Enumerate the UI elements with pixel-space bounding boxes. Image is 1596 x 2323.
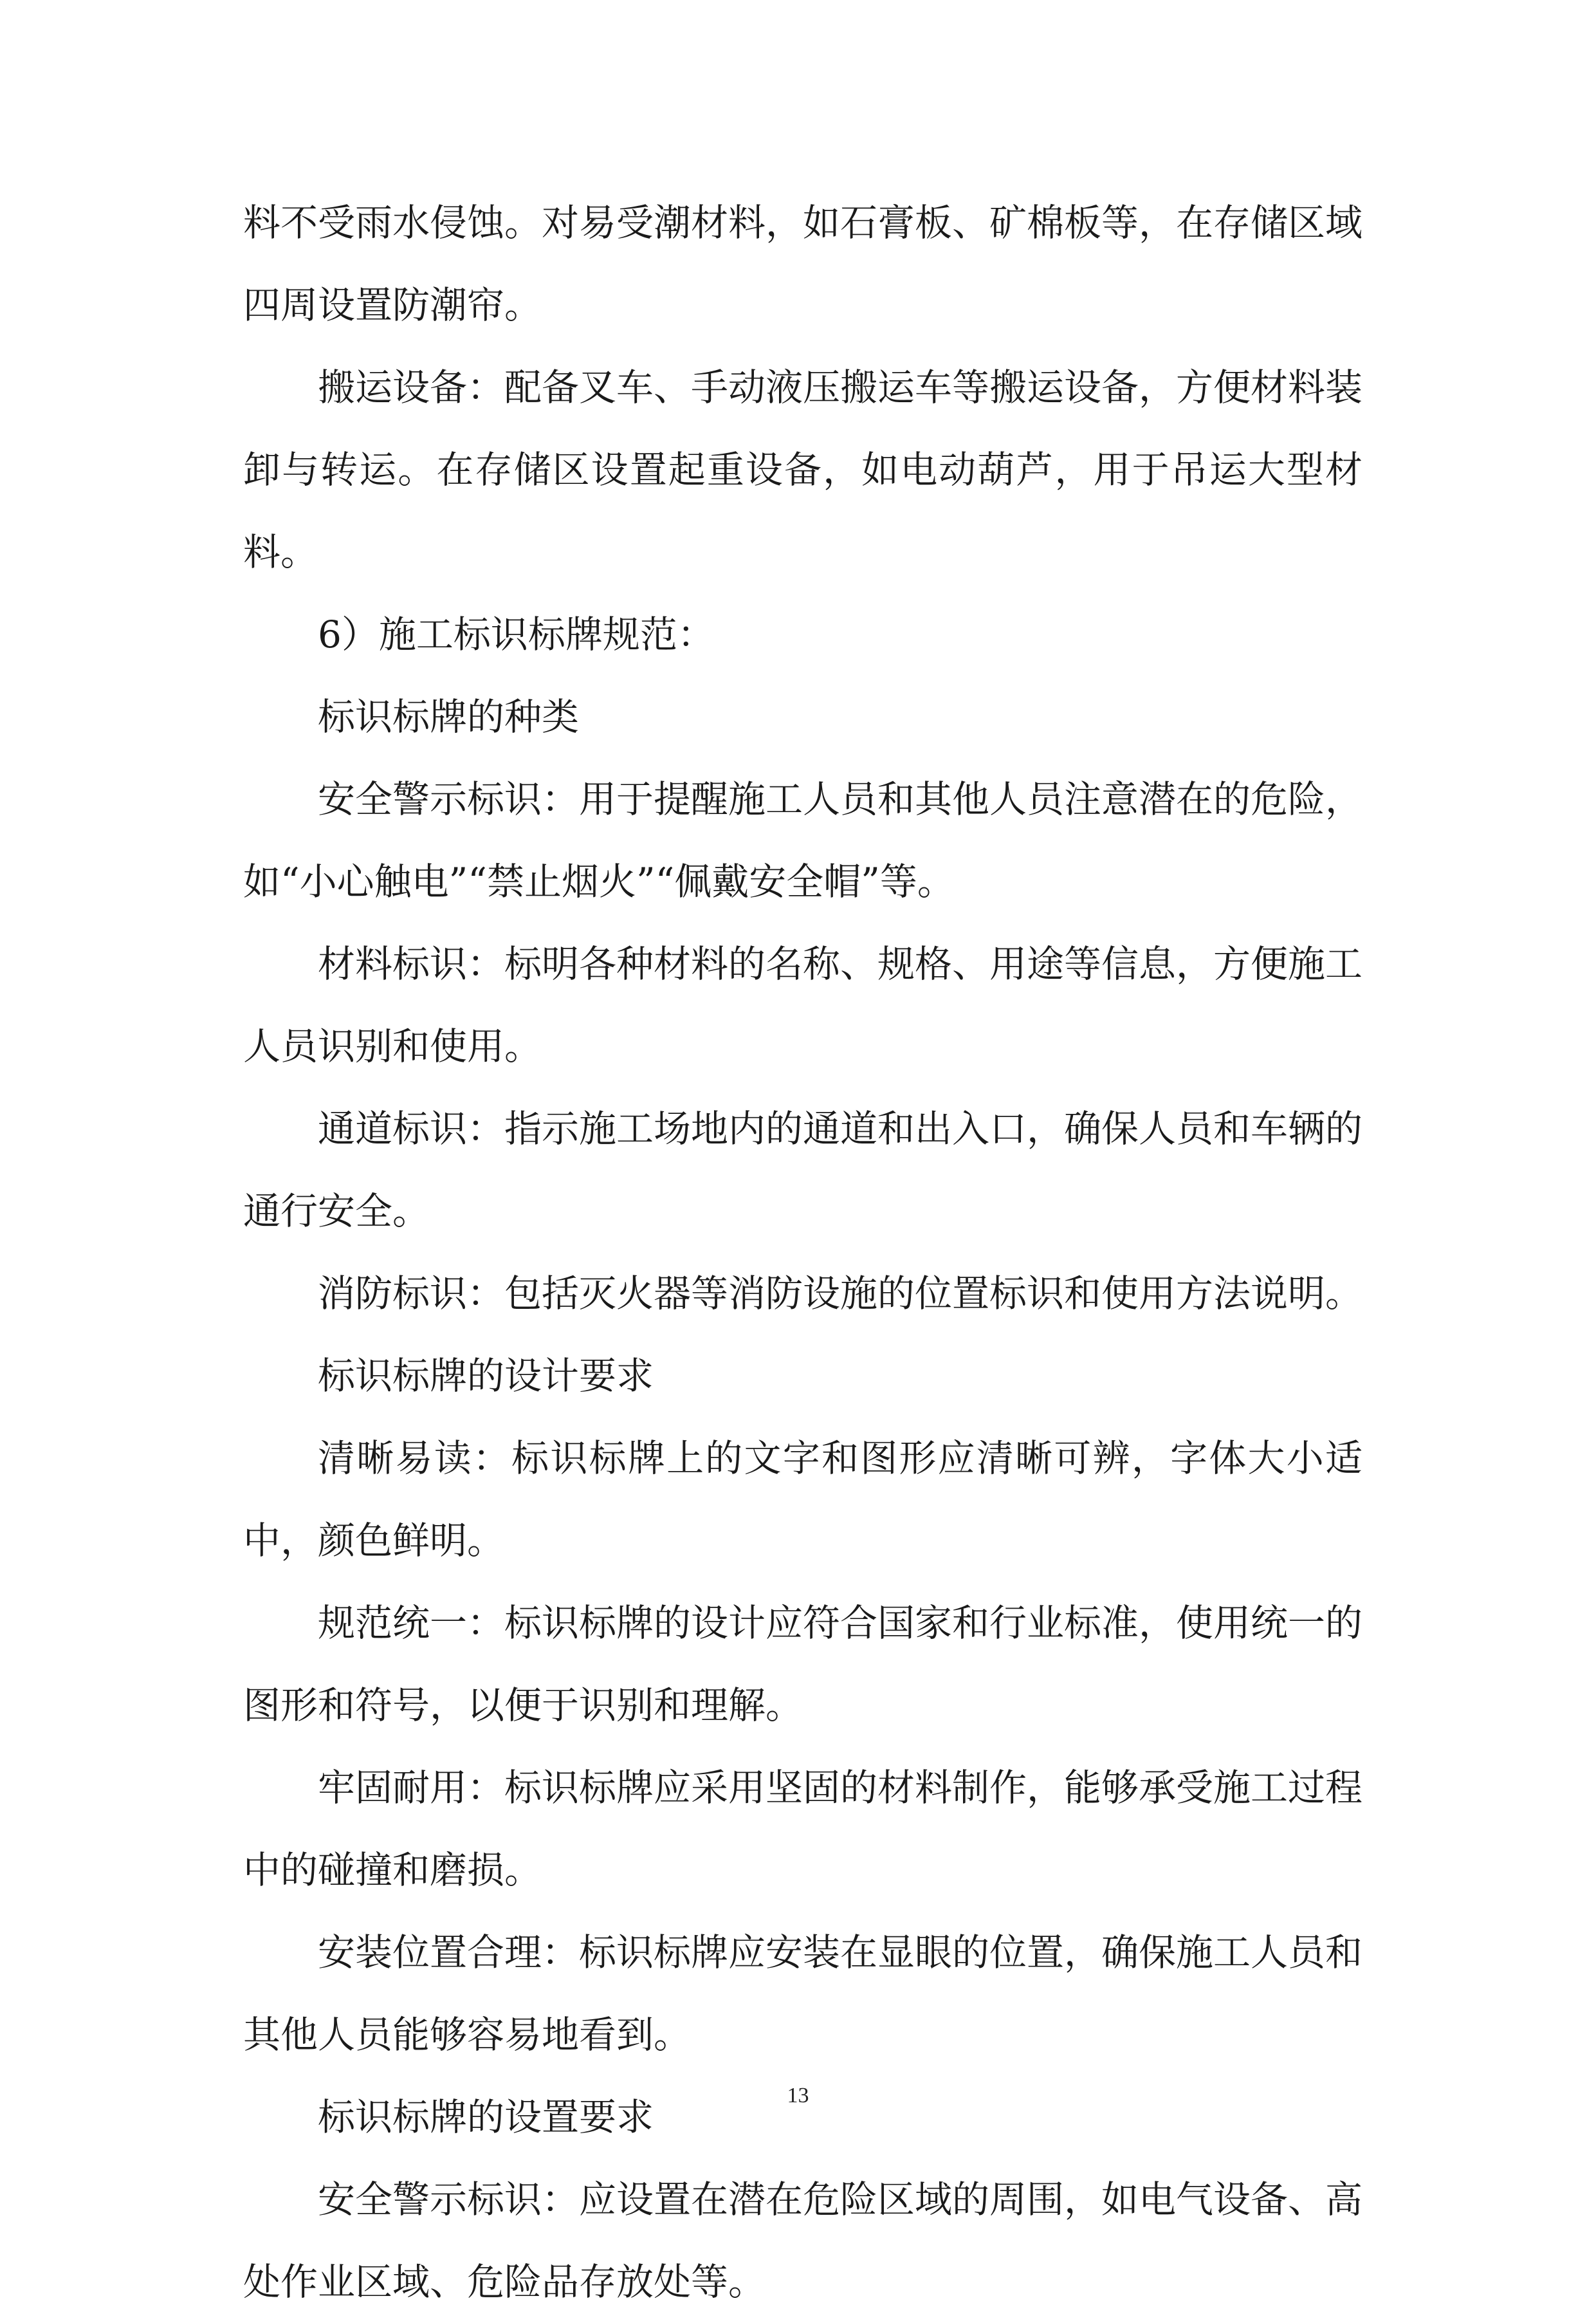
paragraph-handling-equipment: 搬运设备：配备叉车、手动液压搬运车等搬运设备，方便材料装卸与转运。在存储区设置起重设备，如电动葫芦，用于吊运大型材料。 [243, 366, 1363, 574]
paragraph-passage-signs: 通道标识：指示施工场地内的通道和出入口，确保人员和车辆的通行安全。 [243, 1107, 1363, 1233]
paragraph-continued: 料不受雨水侵蚀。对易受潮材料，如石膏板、矿棉板等，在存储区域四周设置防潮帘。 [243, 201, 1363, 327]
paragraph-installation-position: 安装位置合理：标识标牌应安装在显眼的位置，确保施工人员和其他人员能够容易地看到。 [243, 1930, 1363, 2057]
paragraph-standardized: 规范统一：标识标牌的设计应符合国家和行业标准，使用统一的图形和符号，以便于识别和理解。 [243, 1601, 1363, 1727]
paragraph-clear-readable: 清晰易读：标识标牌上的文字和图形应清晰可辨，字体大小适中，颜色鲜明。 [243, 1436, 1362, 1562]
subheading-sign-types: 标识标牌的种类 [318, 695, 580, 739]
body-text [243, 181, 1362, 2323]
paragraph-fire-signs: 消防标识：包括灭火器等消防设施的位置标识和使用方法说明。 [318, 1272, 1363, 1315]
paragraph-safety-warning-signs: 安全警示标识：用于提醒施工人员和其他人员注意潜在的危险，如“小心触电”“禁止烟火”“佩戴安全帽”等。 [243, 777, 1363, 903]
section-heading-signage-spec: 6）施工标识标牌规范： [318, 613, 715, 656]
subheading-placement-requirements: 标识标牌的设置要求 [318, 2095, 654, 2139]
page-number: 13 [787, 2084, 809, 2107]
paragraph-warning-placement: 安全警示标识：应设置在潜在危险区域的周围，如电气设备、高处作业区域、危险品存放处等。 [243, 2178, 1363, 2304]
paragraph-material-signs: 材料标识：标明各种材料的名称、规格、用途等信息，方便施工人员识别和使用。 [243, 942, 1363, 1068]
subheading-design-requirements: 标识标牌的设计要求 [318, 1354, 654, 1398]
paragraph-durable: 牢固耐用：标识标牌应采用坚固的材料制作，能够承受施工过程中的碰撞和磨损。 [243, 1766, 1363, 1892]
